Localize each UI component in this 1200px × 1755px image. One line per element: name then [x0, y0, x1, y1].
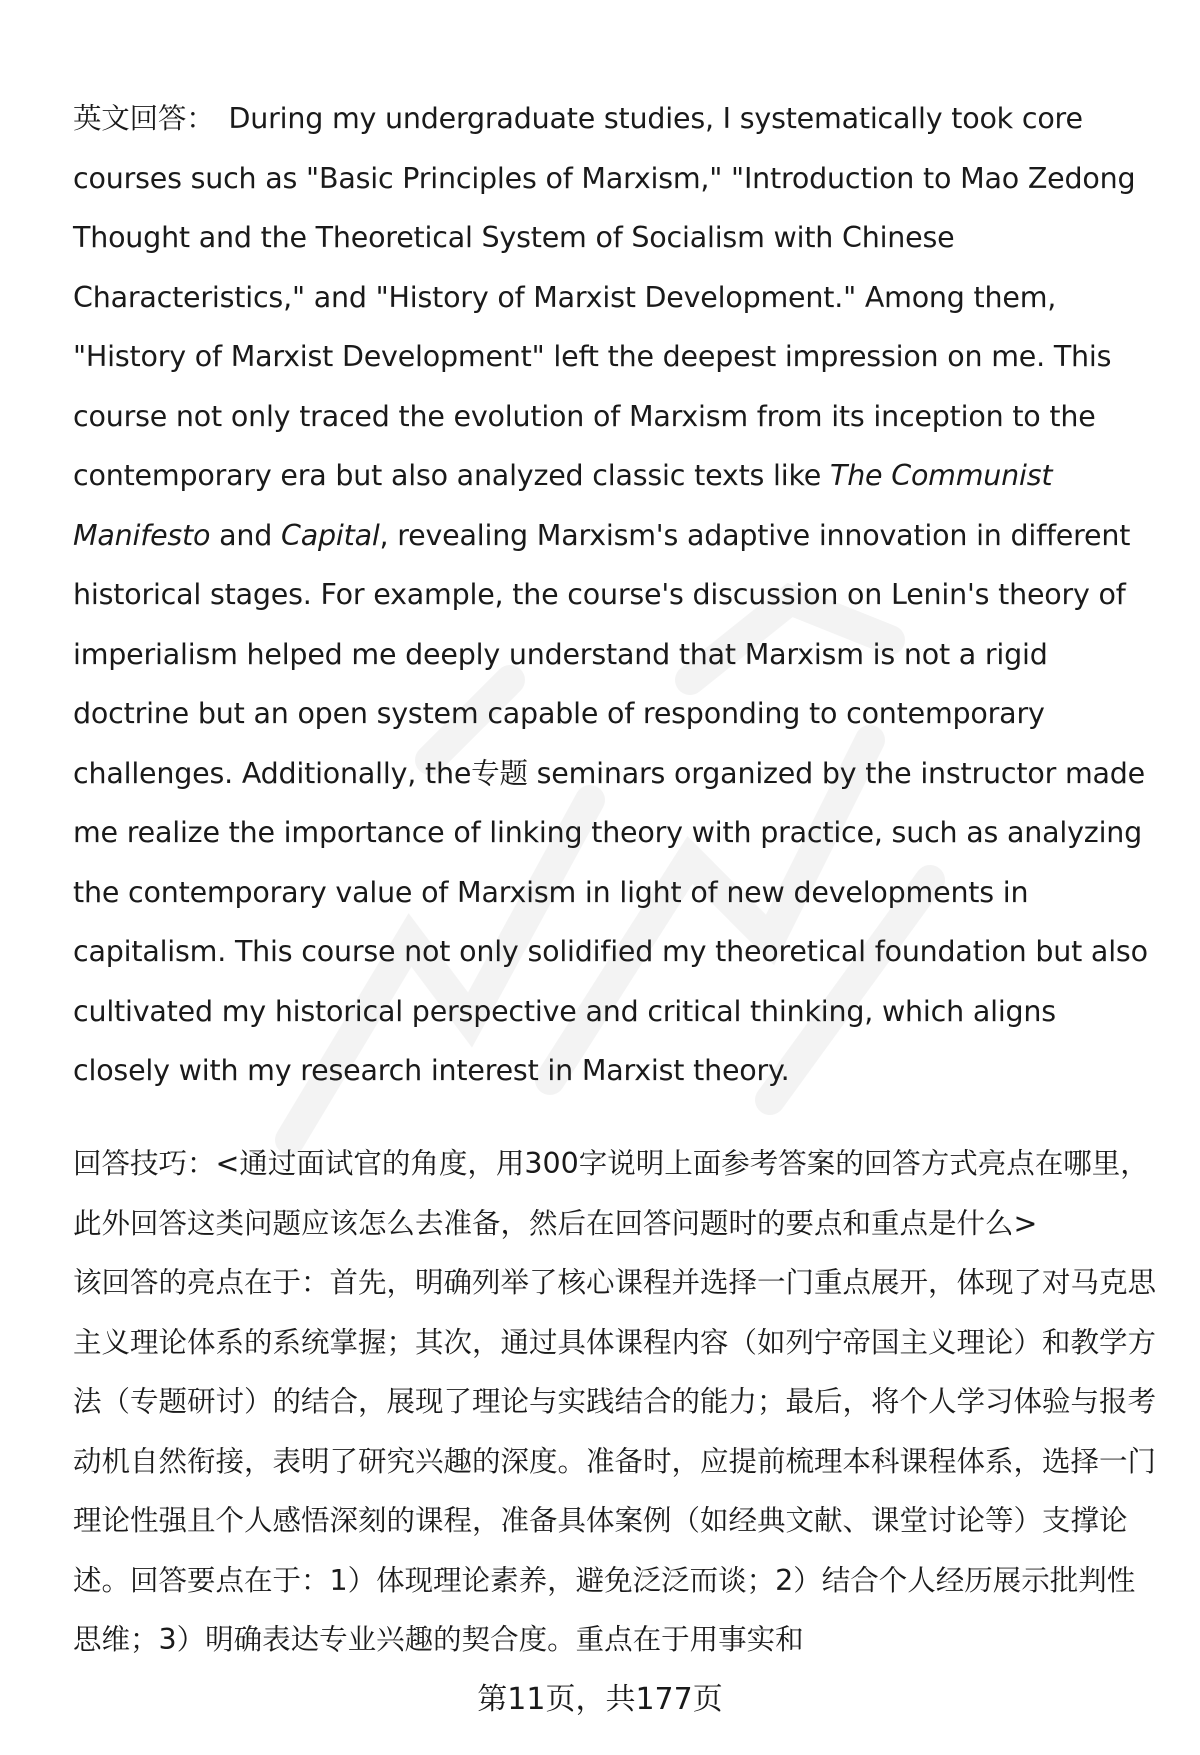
- answer-text-1: During my undergraduate studies, I systematically took core courses such as "Basic Principles of Marxism," "Introduction to Mao Zedong Thought and the Theoretical System of Socialism with Chinese Characteristics," and "History of Marxist Development." Among them, "History of Marxist Development" left the deepest impression on me. This course not only traced the evolution of Marxism from its inception to the contemporary era but also analyzed classic texts like: [73, 102, 1136, 492]
- answer-italic-2: Capital: [281, 518, 380, 552]
- answer-text-2: and: [210, 518, 282, 552]
- english-answer-paragraph: [73, 89, 1158, 1101]
- tips-label: 回答技巧：: [73, 1147, 216, 1180]
- answer-label: 英文回答：: [73, 102, 215, 135]
- answer-text-3: , revealing Marxism's adaptive innovation in different historical stages. For example, the course's discussion on Lenin's theory of imperialism helped me deeply understand that Marxism is not a rigid doctrine but an open system capable of responding to contemporary challenges. Additionally, the专题 seminars organized by the instructor made me realize the importance of linking theory with practice, such as analyzing the contemporary value of Marxism in light of new developments in capitalism. This course not only solidified my theoretical foundation but also cultivated my historical perspective and critical thinking, which aligns closely with my research interest in Marxist theory.: [73, 518, 1148, 1087]
- page-footer: 第11页，共177页: [477, 1682, 723, 1717]
- tips-paragraph: [73, 1134, 1158, 1670]
- tips-prompt: <通过面试官的角度，用300字说明上面参考答案的回答方式亮点在哪里，此外回答这类问题应该怎么去准备，然后在回答问题时的要点和重点是什么>: [73, 1147, 1149, 1240]
- tips-text: 该回答的亮点在于：首先，明确列举了核心课程并选择一门重点展开，体现了对马克思主义理论体系的系统掌握；其次，通过具体课程内容（如列宁帝国主义理论）和教学方法（专题研讨）的结合，展现了理论与实践结合的能力；最后，将个人学习体验与报考动机自然衔接，表明了研究兴趣的深度。准备时，应提前梳理本科课程体系，选择一门理论性强且个人感悟深刻的课程，准备具体案例（如经典文献、课堂讨论等）支撑论述。回答要点在于：1）体现理论素养，避免泛泛而谈；2）结合个人经历展示批判性思维；3）明确表达专业兴趣的契合度。重点在于用事实和: [73, 1266, 1157, 1656]
- answer-italic-1: The Communist Manifesto: [73, 459, 1053, 552]
- answer-section: [73, 89, 1158, 1101]
